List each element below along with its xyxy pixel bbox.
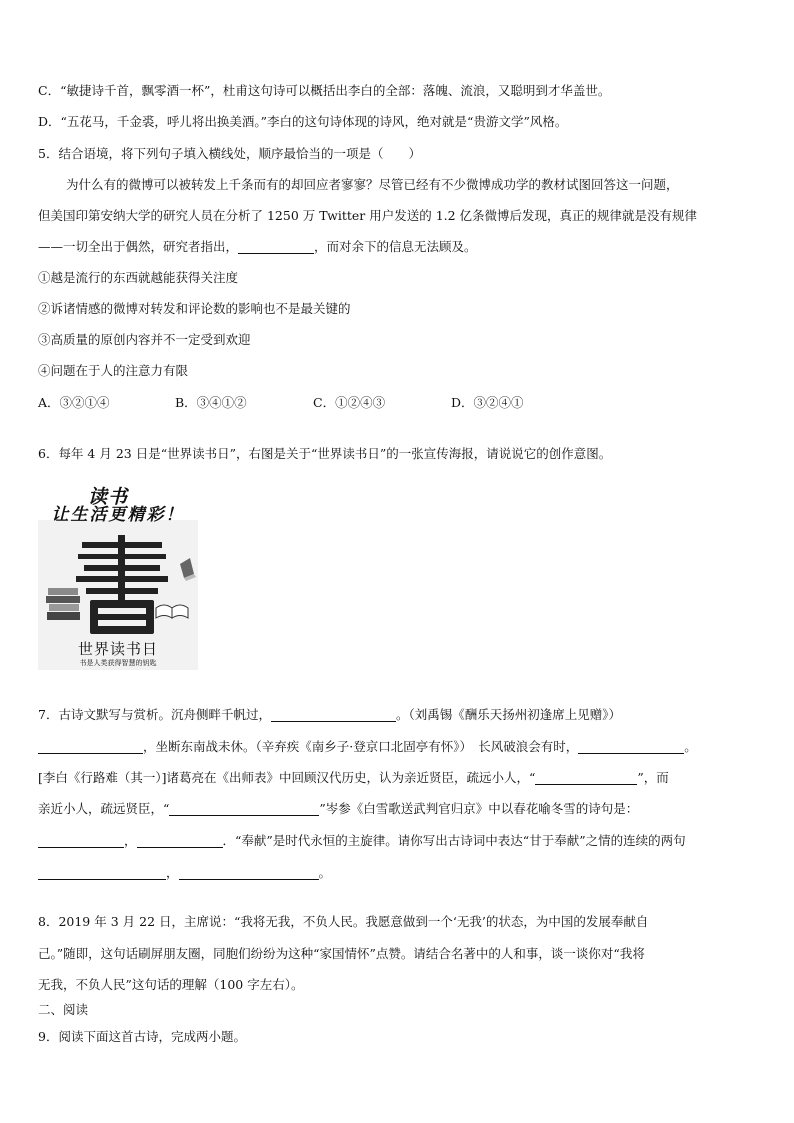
q7-text: [李白《行路难（其一）]诸葛亮在《出师表》中回顾汉代历史，认为亲近贤臣，疏远小人，“: [38, 770, 536, 785]
q9-stem: 9．阅读下面这首古诗，完成两小题。: [38, 1029, 246, 1044]
q7-line-4: [38, 800, 756, 818]
section-heading: 二、阅读: [38, 1002, 89, 1017]
q8-line-3: 无我，不负人民”这句话的理解（100 字左右）。: [38, 977, 304, 992]
q5-stem: 5．结合语境，将下列句子填入横线处，顺序最恰当的一项是（ ）: [38, 146, 421, 161]
q7-text: 。（刘禹锡《酬乐天扬州初逢席上见赠》）: [395, 707, 621, 722]
q5-option-c[interactable]: C．①②④③: [313, 395, 386, 410]
q5-passage-line-2: 但美国印第安纳大学的研究人员在分析了 1250 万 Twitter 用户发送的 1.2 亿条微博后发现，真正的规律就是没有规律: [38, 208, 698, 223]
q7-blank-8[interactable]: [38, 865, 166, 880]
q5-sentence-4: ④问题在于人的注意力有限: [38, 363, 189, 378]
q7-blank-5[interactable]: [169, 801, 319, 816]
q7-text: ，: [166, 865, 179, 880]
q5-passage-line-3: [38, 238, 756, 256]
q7-blank-7[interactable]: [137, 833, 223, 848]
q5-sentence-2: ②诉诸情感的微博对转发和评论数的影响也不是最关键的: [38, 301, 351, 316]
q5-passage-line-1: 为什么有的微博可以被转发上千条而有的却回应者寥寥？尽管已经有不少微博成功学的教材试图回答这一问题，: [66, 177, 679, 192]
reading-day-poster: [38, 480, 198, 670]
poster-subtitle: 书是人类获得智慧的钥匙: [79, 659, 157, 667]
q4-option-d: D．“五花马，千金裘，呼儿将出换美酒。”李白的这句诗体现的诗风，绝对就是“贵游文学”风格。: [38, 114, 568, 129]
q5-sentence-1: ①越是流行的东西就越能获得关注度: [38, 270, 239, 285]
q7-text: 亲近小人，疏远贤臣，“: [38, 801, 170, 816]
q7-line-6: [38, 864, 756, 882]
q7-line-3: [38, 769, 756, 787]
q7-text: ”，而: [637, 770, 669, 785]
q7-blank-9[interactable]: [179, 865, 319, 880]
poster-headline-top: 读书: [87, 486, 128, 508]
q8-line-1: 8．2019 年 3 月 22 日，主席说：“我将无我，不负人民。我愿意做到一个‘无我’的状态，为中国的发展奉献自: [38, 914, 649, 929]
q7-text: 。: [684, 739, 697, 754]
q7-text: 。: [318, 865, 332, 880]
q5-option-d[interactable]: D．③②④①: [451, 395, 524, 410]
q7-line-2: [38, 738, 756, 756]
q7-blank-6[interactable]: [38, 833, 124, 848]
poster-name: 世界读书日: [77, 640, 158, 658]
q5-options: [38, 394, 756, 412]
q7-blank-2[interactable]: [38, 739, 143, 754]
q5-passage-text: ——一切全出于偶然，研究者指出，: [38, 239, 239, 254]
q6-stem: 6．每年 4 月 23 日是“世界读书日”，右图是关于“世界读书日”的一张宣传海报，请说说它的创作意图。: [38, 446, 612, 461]
book-stack-icon: [46, 588, 80, 620]
q7-text: ．“奉献”是时代永恒的主旋律。请你写出古诗词中表达“甘于奉献”之情的连续的两句: [222, 833, 686, 848]
q7-blank-4[interactable]: [535, 770, 637, 785]
q7-blank-3[interactable]: [578, 739, 684, 754]
q5-option-b[interactable]: B．③④①②: [175, 395, 247, 410]
q7-line-1: [38, 706, 756, 724]
q5-sentence-3: ③高质量的原创内容并不一定受到欢迎: [38, 332, 251, 347]
q7-text: ”岑参《白雪歌送武判官归京》中以春花喻冬雪的诗句是：: [319, 801, 639, 816]
poster-glyph: [38, 536, 198, 537]
q8-line-2: 己。”随即，这句话刷屏朋友圈，同胞们纷纷为这种“家国情怀”点赞。请结合名著中的人和事，谈一谈你对“我将: [38, 946, 645, 961]
q7-line-5: [38, 832, 756, 850]
q7-text: 7．古诗文默写与赏析。沉舟侧畔千帆过，: [38, 707, 271, 722]
q5-passage-text-end: ，而对余下的信息无法顾及。: [314, 239, 477, 254]
q7-text: ，: [124, 833, 137, 848]
q5-answer-blank[interactable]: [238, 239, 314, 254]
q7-blank-1[interactable]: [271, 707, 396, 722]
poster-headline: 让生活更精彩！: [51, 505, 185, 525]
q7-text: ，坐断东南战未休。（辛弃疾《南乡子·登京口北固亭有怀》） 长风破浪会有时，: [143, 739, 579, 754]
q5-option-a[interactable]: A．③②①④: [38, 395, 110, 410]
q4-option-c: C．“敏捷诗千首，飘零酒一杯”，杜甫这句诗可以概括出李白的全部：落魄、流浪，又聪明到才华盖世。: [38, 83, 611, 98]
